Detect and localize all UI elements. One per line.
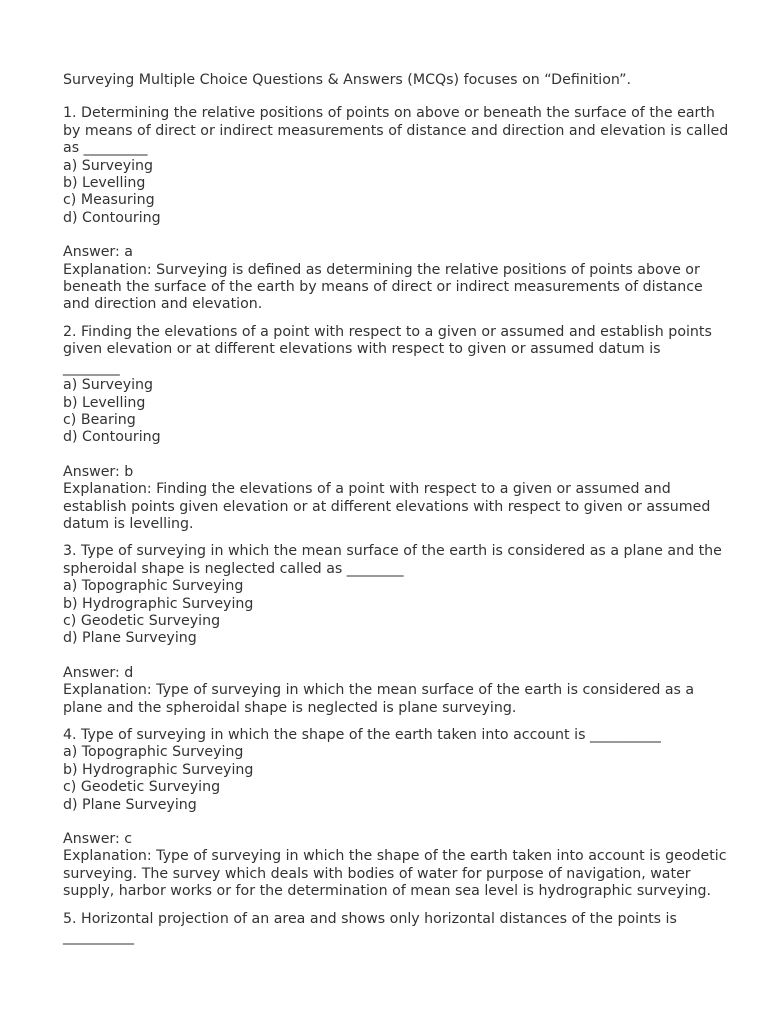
options-list (63, 578, 731, 648)
question-text: 3. Type of surveying in which the mean surface of the earth is considered as a plane and the spheroidal shape is neglected called as ________ (63, 543, 722, 577)
option-d: d) Contouring (63, 209, 161, 226)
option-a: a) Topographic Surveying (63, 578, 244, 595)
explanation: Explanation: Finding the elevations of a point with respect to a given or assumed and establish points given elevation or at different elevations with respect to given or assumed datum is levelling. (63, 481, 711, 532)
question-3 (63, 543, 731, 717)
option-d: d) Plane Surveying (63, 630, 197, 647)
options-list (63, 744, 731, 814)
option-a: a) Topographic Surveying (63, 744, 244, 761)
option-c: c) Geodetic Surveying (63, 612, 221, 629)
question-1 (63, 105, 731, 313)
explanation: Explanation: Type of surveying in which the mean surface of the earth is considered as a plane and the spheroidal shape is neglected is plane surveying. (63, 682, 695, 716)
option-b: b) Levelling (63, 394, 146, 411)
question-text (63, 324, 731, 377)
answer-blank: __________ (63, 929, 134, 946)
question-text: 1. Determining the relative positions of points on above or beneath the surface of the earth by means of direct or indirect measurements of distance and direction and elevation is called as _________ (63, 105, 729, 157)
question-text (63, 911, 731, 947)
option-c: c) Bearing (63, 411, 136, 428)
options-list (63, 377, 731, 447)
explanation: Explanation: Type of surveying in which the shape of the earth taken into account is geodetic surveying. The survey which deals with bodies of water for purpose of navigation, water supply, harbor works or for the determination of mean sea level is hydrographic surveying. (63, 848, 727, 900)
answer: Answer: d (63, 664, 134, 681)
question-text-body: 5. Horizontal projection of an area and shows only horizontal distances of the points is (63, 910, 677, 927)
question-5 (63, 911, 731, 947)
option-b: b) Hydrographic Surveying (63, 761, 254, 778)
answer-blank: ________ (63, 359, 120, 376)
answer: Answer: a (63, 244, 133, 261)
option-b: b) Hydrographic Surveying (63, 595, 254, 612)
option-c: c) Geodetic Surveying (63, 779, 221, 796)
question-text-body: 2. Finding the elevations of a point with respect to a given or assumed and establish points given elevation or at different elevations with respect to given or assumed datum is (63, 323, 712, 358)
option-a: a) Surveying (63, 157, 154, 174)
option-d: d) Contouring (63, 429, 161, 446)
option-c: c) Measuring (63, 192, 155, 209)
question-2 (63, 324, 731, 533)
mcq-document (63, 72, 731, 956)
explanation: Explanation: Surveying is defined as determining the relative positions of points above or beneath the surface of the earth by means of direct or indirect measurements of distance and direction and elevation. (63, 261, 703, 313)
option-d: d) Plane Surveying (63, 796, 197, 813)
answer: Answer: c (63, 831, 133, 848)
question-text: 4. Type of surveying in which the shape of the earth taken into account is __________ (63, 727, 661, 743)
options-list (63, 158, 731, 228)
document-intro: Surveying Multiple Choice Questions & Answers (MCQs) focuses on “Definition”. (63, 72, 631, 88)
option-a: a) Surveying (63, 377, 154, 394)
question-4 (63, 727, 731, 901)
option-b: b) Levelling (63, 175, 146, 192)
answer: Answer: b (63, 463, 134, 480)
